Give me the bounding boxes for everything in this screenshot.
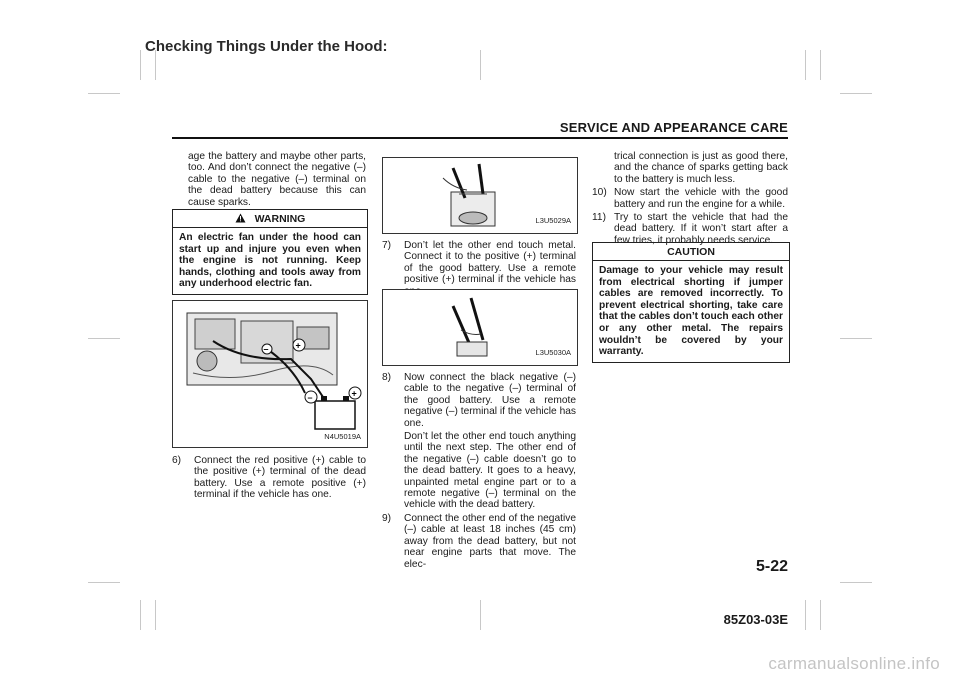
figure-code: L3U5029A: [535, 216, 571, 225]
step-number: 7): [382, 240, 392, 251]
step-number: 8): [382, 372, 392, 383]
column-1: [172, 151, 366, 210]
caution-heading: CAUTION: [593, 243, 789, 261]
step-text: Try to start the vehicle that had the dead battery. If it won’t start after a few tries, it probably needs service.: [614, 212, 788, 246]
svg-text:–: –: [307, 392, 313, 403]
warning-triangle-icon: [235, 213, 255, 225]
caution-body: Damage to your vehicle may result from electrical shorting if jumper cables are removed incorrectly. To prevent electrical shorting, take care that the cables don’t touch each other or any other metal. The repairs wouldn’t be covered by your warranty.: [599, 265, 783, 358]
step-number: 6): [172, 455, 182, 466]
svg-text:–: –: [263, 344, 269, 354]
header-rule: [172, 137, 788, 139]
svg-text:+: +: [295, 340, 301, 351]
step-10: [592, 187, 788, 210]
step-text: Don’t let the other end touch metal. Connect it to the positive (+) terminal of the good battery. Use a remote positive (+) terminal if the vehicle has: [404, 240, 576, 286]
step-text: Connect the red positive (+) cable to the positive (+) terminal of the dead battery. Use a remote positive (+) terminal if the vehicle has one.: [194, 455, 366, 501]
battery-figure-2: [382, 289, 578, 366]
warning-label: WARNING: [254, 213, 306, 225]
figure-code: L3U5030A: [535, 348, 571, 357]
step-text: Connect the other end of the negative (–) cable at least 18 inches (45 cm) away from the dead battery, but not near engine parts that move. The elec-: [404, 512, 576, 570]
step-8-note: Don’t let the other end touch anything until the next step. The other end of the negative (–) cable doesn’t go to the dead battery. It goes to a heavy, unpainted metal engine part or to a remote negative (–) terminal on the vehicle with the dead battery.: [404, 431, 576, 511]
chapter-title: Checking Things Under the Hood:: [145, 38, 388, 55]
step-9: [382, 513, 576, 570]
watermark: carmanualsonline.info: [768, 654, 940, 673]
column-1-steps: [172, 455, 366, 503]
step-number: 10): [592, 187, 607, 199]
page-number: 5-22: [755, 558, 788, 575]
step-8: [382, 372, 576, 429]
battery-figure-1: [382, 157, 578, 234]
warning-box: [172, 209, 368, 295]
figure-code: N4U5019A: [324, 432, 361, 441]
intro-paragraph: age the battery and maybe other parts, too. And don’t connect the negative (–) cable to the negative (–) terminal on the dead battery because this can cause sparks.: [188, 151, 366, 208]
step-text: Now start the vehicle with the good battery and run the engine for a while.: [614, 187, 788, 210]
section-title: SERVICE AND APPEARANCE CARE: [559, 120, 788, 135]
step-number: 11): [592, 212, 606, 224]
column-2-steps: [382, 372, 576, 572]
svg-text:+: +: [351, 388, 357, 399]
step-text: Now connect the black negative (–) cable to the negative (–) terminal of the good battery. Use a remote negative (–) terminal if the vehicle has one.: [404, 372, 576, 429]
engine-bay-figure: [172, 300, 368, 448]
column-3: [592, 151, 788, 248]
step-number: 9): [382, 512, 392, 524]
document-code: 85Z03-03E: [723, 612, 788, 627]
caution-box: [592, 242, 790, 363]
engine-bay-illustration: [173, 301, 367, 447]
warning-heading: [173, 210, 367, 228]
warning-body: An electric fan under the hood can start up and injure you even when the engine is not running. Keep hands, clothing and tools away from any underhood electric fan.: [179, 232, 361, 290]
continued-paragraph: trical connection is just as good there, and the chance of sparks getting back to the battery is much less.: [614, 151, 788, 185]
step-6: [172, 455, 366, 501]
